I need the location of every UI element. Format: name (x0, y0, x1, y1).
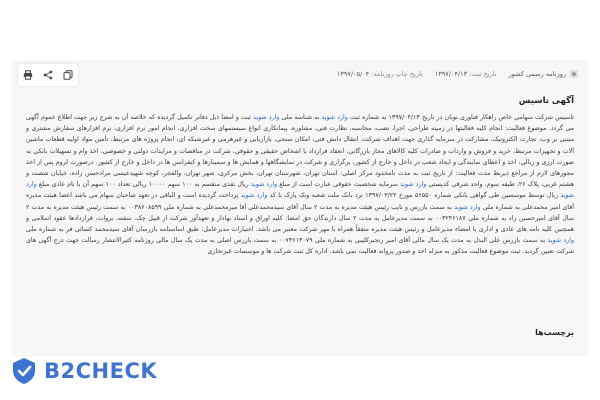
meta-bar (12, 60, 588, 88)
copy-icon[interactable] (61, 68, 75, 82)
login-link[interactable]: وارد شوید (454, 203, 481, 211)
body-text: پرداخت گردیده است و الباقی در تعهد صاحبان سهام می باشد اعضا هیئت مدیره آقای امیر محمدعلی به شماره ملی (26, 192, 574, 211)
b2check-logo-icon (10, 357, 38, 385)
body-text: ثبت و امضا ذیل دفاتر تکمیل گردیده که خلاصه آن به شرح زیر جهت اطلاع عموم آگهی می گردد. موضوع فعالیت: انجام کلیه فعالیتها در زمینه طراحی، اجرا، نصب، محاسبه، نظارت فنی، مشاوره، پیمانکاری انواع سیستمهای سخت افزاری، انجام امور نرم افزاری، نرم افزارهای سفارش مشتری و مبتنی بر وب، تجارت الکترونیک، مشارکت در سرمایه گذاری جهت اهداف شرکت، انتقال دانش فنی، امکان سنجی، بازاریابی و غیرهرمی و غیرشبکه ای، انجام پروژه های مرتبط، تأمین مواد اولیه قطعات ماشین آلات و تجهیزات مرتبط، خرید و فروش و واردات و صادرات کلیه کالاهای مجاز بازرگانی، انعقاد قرارداد با اشخاص حقیقی و حقوقی، شرکت در مناقصات و مزایدات دولتی و خصوصی، اخذ وام و تسهیلات بانکی به صورت ارزی و ریالی، اخذ و اعطای نمایندگی و ایجاد شعب در داخل و خارج از کشور، برگزاری و شرکت در نمایشگاهها و همایش ها و سمینارها و کنفرانس ها در داخل و خارج از کشور. درصورت لزوم پس از اخذ مجوزهای لازم از مراجع ذیربط مدت فعالیت: از تاریخ ثبت به مدت نامحدود مرکز اصلی: استان تهران، شهرستان تهران، بخش مرکزی، شهر تهران، والفجر، کوچه شهیدعیسی مرادحسن زاده، خیابان شصت و هشتم غربی، پلاک ۲۶، طبقه سوم، واحد شرقی کدپستی (26, 114, 574, 189)
source-badge[interactable] (509, 70, 578, 78)
login-link[interactable]: وارد شوید (240, 192, 268, 200)
article-title: آگهی تاسیس (518, 96, 574, 106)
body-text: به شناسه ملی (279, 114, 322, 121)
article-body (26, 112, 574, 258)
body-text: به سمت بازرس و نایب رئیس هیئت مدیره به مدت ۲ سال آقای سیدمحمدعلی آقا میرمحمدعلی به شماره ملی ۰۰۳۸۶۰۸۵۹۹ به سمت رئیس هیئت مدیره به مدت ۲ سال آقای امیرحسین زاد به شماره ملی ۰۰۳۲۴۶۱۸۷ به سمت مدیرعامل به مدت ۲ سال دارندگان حق امضا: کلیه اوراق و اسناد بهادار و تعهدآور شرکت از قبیل چک، سفته، بروات، قراردادها عقود اسلامی و همچنین کلیه نامه های عادی و اداری با امضاء مدیرعامل و رئیس هیئت مدیره متفقاً همراه با مهر شرکت معتبر می باشد. اختیارات مدیرعامل: طبق اساسنامه بازرسان آقای سیدمحمد کسائی فر به شماره ملی (26, 203, 574, 234)
login-link[interactable]: وارد شوید (321, 114, 348, 121)
brand-logo[interactable] (10, 356, 157, 386)
body-text: به سمت بازرس علی البدل به مدت یک سال مالی آقای امیر رنجبرکلیبی به شماره ملی ۰۰۷۴۶۱۳۰۷۹ به سمت بازرس اصلی به مدت یک سال مالی روزنامه کثیرالانتشار رسالت جهت درج آگهی های شرکت تعیین گردید. ثبت موضوع فعالیت مذکور به منزله اخذ و صدور پروانه فعالیت نمی باشد. اداره کل ثبت شرکت ها و موسسات غیرتجاری (26, 237, 574, 256)
login-link[interactable]: وارد شوید (26, 181, 574, 200)
registration-value: ۱۳۹۷/۰۴/۱۳ (434, 70, 468, 78)
body-text: سرمایه شخصیت حقوقی عبارت است از مبلغ (277, 181, 401, 189)
login-link[interactable]: وارد شوید (400, 181, 427, 189)
body-text: ریال نقدی منقسم به ۱۰۰ سهم ۱۰۰۰۰ ریالی تعداد ۱۰۰ سهم آن با نام عادی مبلغ (36, 181, 251, 189)
tags-heading: برچسب‌ها (535, 328, 574, 337)
brand-name: B2CHECK (44, 359, 158, 383)
print-icon[interactable] (21, 68, 35, 82)
registration-date (435, 70, 497, 78)
print-label: تاریخ چاپ روزنامه: (371, 70, 423, 78)
login-link[interactable]: وارد شوید (547, 237, 574, 245)
ad-card (12, 60, 588, 356)
registration-label: تاریخ ثبت: (469, 70, 497, 78)
print-value: ۱۳۹۷/۰۵/۰۴ (336, 70, 370, 78)
print-date (337, 70, 423, 78)
article-content (26, 96, 574, 258)
login-link[interactable]: وارد شوید (253, 114, 280, 121)
login-link[interactable]: وارد شوید (250, 181, 278, 189)
rss-icon (570, 70, 578, 78)
body-text: ریال توسط موسسین طی گواهی بانکی شماره ۵۶۵۵۰ مورخ ۱۳۹۷/۰۳/۲۲ نزد بانک ملت شعبه ونک پارک با کد (267, 192, 561, 200)
source-name: روزنامه رسمی کشور (508, 70, 566, 78)
action-toolbar (18, 64, 78, 86)
body-text: تاسیس شرکت سهامی خاص راهکار فناوری نوبان در تاریخ ۱۳۹۷/۰۴/۱۳ به شماره ثبت (347, 114, 574, 121)
share-icon[interactable] (41, 68, 55, 82)
